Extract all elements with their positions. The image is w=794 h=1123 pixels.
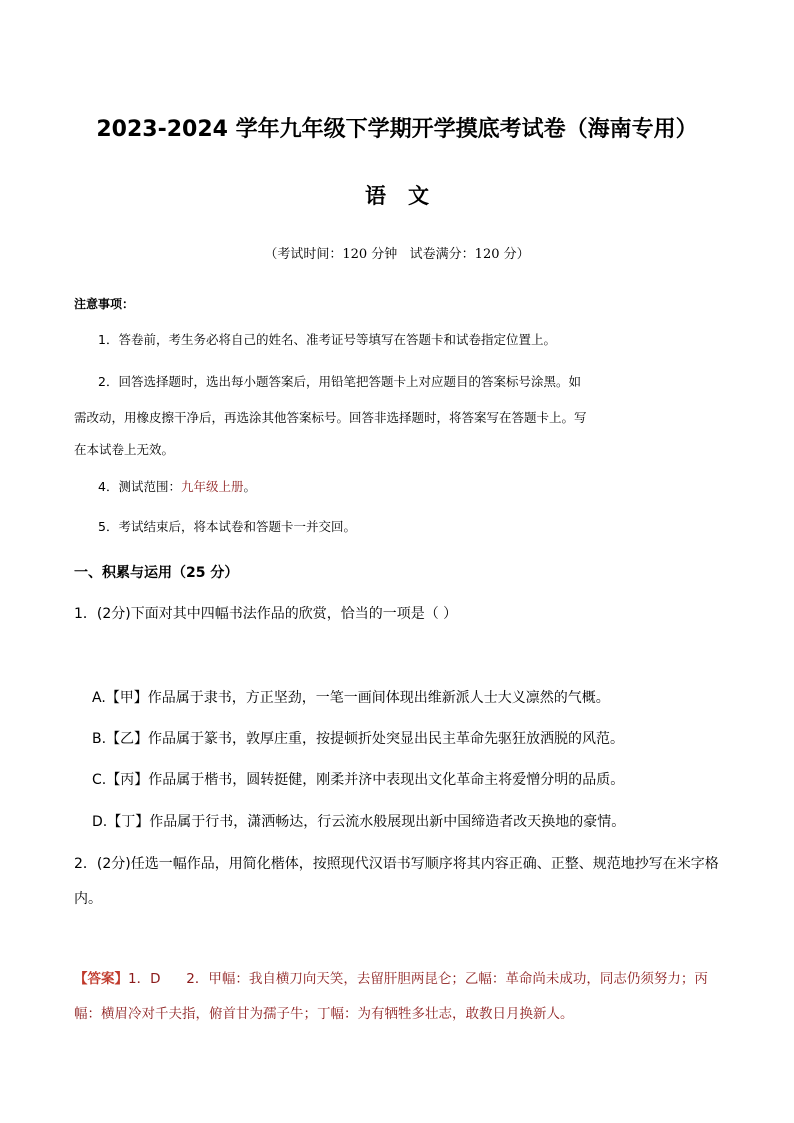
question-2-cont: 内。 (74, 891, 102, 907)
exam-info: （考试时间：120 分钟 试卷满分：120 分） (264, 247, 530, 262)
subject-title: 语 文 (365, 183, 429, 208)
answer-text-1: 1．D 2．甲幅：我自横刀向天笑，去留肝胆两昆仑；乙幅：革命尚未成功，同志仍须努力；丙 (128, 971, 708, 987)
question-2: 2．(2分)任选一幅作品，用简化楷体，按照现代汉语书写顺序将其内容正确、正整、规范地抄写在米字格 (74, 856, 719, 872)
option-b: B.【乙】作品属于篆书，敦厚庄重，按提顿折处突显出民主革命先驱狂放洒脱的风范。 (92, 731, 625, 747)
question-1: 1．(2分)下面对其中四幅书法作品的欣赏，恰当的一项是（ ） (74, 606, 458, 622)
notice-item-4 (98, 481, 256, 494)
notice-item-4-prefix: 4．测试范围： (98, 479, 181, 494)
notice-item-4-suffix: 。 (243, 479, 256, 494)
section-heading: 一、积累与运用（25 分） (74, 565, 239, 581)
test-scope: 九年级上册 (180, 479, 244, 494)
answer-line-2: 幅：横眉冷对千夫指，俯首甘为孺子牛；丁幅：为有牺牲多壮志，敢教日月换新人。 (74, 1006, 574, 1022)
notice-item-1: 1．答卷前，考生务必将自己的姓名、准考证号等填写在答题卡和试卷指定位置上。 (98, 332, 556, 347)
notice-item-2-end: 在本试卷上无效。 (74, 442, 175, 457)
option-c: C.【丙】作品属于楷书，圆转挺健，刚柔并济中表现出文化革命主将爱憎分明的品质。 (92, 772, 625, 788)
option-d: D.【丁】作品属于行书，潇洒畅达，行云流水般展现出新中国缔造者改天换地的豪情。 (92, 814, 626, 830)
notice-heading: 注意事项： (74, 297, 135, 311)
notice-item-2: 2．回答选择题时，选出每小题答案后，用铅笔把答题卡上对应题目的答案标号涂黑。如 (98, 374, 581, 389)
answer-line-1 (74, 967, 708, 987)
page-title: 2023-2024 学年九年级下学期开学摸底考试卷（海南专用） (96, 117, 698, 142)
option-a: A.【甲】作品属于隶书，方正坚劲，一笔一画间体现出维新派人士大义凛然的气概。 (92, 690, 610, 706)
notice-item-2-cont: 需改动，用橡皮擦干净后，再选涂其他答案标号。回答非选择题时，将答案写在答题卡上。写 (74, 410, 587, 425)
answer-label: 【答案】 (74, 971, 128, 987)
notice-item-5: 5．考试结束后，将本试卷和答题卡一并交回。 (98, 519, 356, 534)
